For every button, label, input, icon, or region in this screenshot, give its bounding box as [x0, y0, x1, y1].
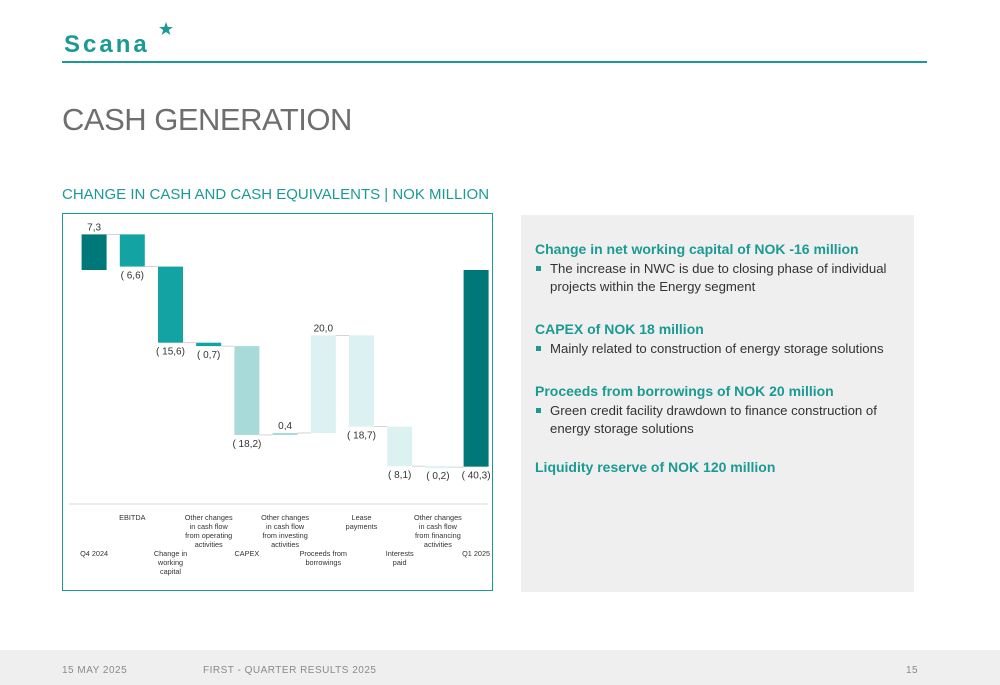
category-label: Interests paid: [385, 549, 414, 567]
chart-container: [62, 213, 493, 591]
bullet-icon: [536, 266, 541, 271]
nwc-bullet-text: The increase in NWC is due to closing phase of individual projects within the Energy segment: [550, 261, 887, 294]
footer-date: 15 MAY 2025: [62, 665, 128, 676]
data-label: ( 0,7): [197, 350, 221, 362]
waterfall-bar: [311, 335, 336, 433]
waterfall-bar: [82, 234, 107, 270]
category-label: EBITDA: [119, 513, 146, 522]
star-icon: [159, 22, 173, 35]
scana-logo: [64, 22, 184, 56]
category-label: Q1 2025: [462, 549, 491, 558]
waterfall-bar: [425, 466, 450, 468]
data-label: 7,3: [87, 222, 102, 234]
waterfall-bar: [120, 234, 145, 266]
category-label: Q4 2024: [80, 549, 109, 558]
capex-heading: CAPEX of NOK 18 million: [535, 321, 704, 337]
borrowings-bullet-text: Green credit facility drawdown to finance construction of energy storage solutions: [550, 403, 877, 436]
bullet-icon: [536, 346, 541, 351]
capex-bullet-text: Mainly related to construction of energy storage solutions: [550, 341, 884, 356]
waterfall-bar: [464, 270, 489, 467]
category-label: Change in working capital: [153, 549, 188, 576]
data-label: ( 0,2): [426, 471, 450, 483]
header-rule: [62, 61, 927, 63]
footer: [0, 650, 1000, 685]
category-label: Other changes in cash flow from financing activities: [413, 513, 462, 549]
liquidity-heading: Liquidity reserve of NOK 120 million: [535, 459, 776, 475]
chart-title: CHANGE IN CASH AND CASH EQUIVALENTS | NOK MILLION: [62, 186, 490, 203]
data-label: ( 15,6): [156, 346, 185, 358]
footer-report: FIRST - QUARTER RESULTS 2025: [203, 665, 377, 676]
borrowings-heading: Proceeds from borrowings of NOK 20 million: [535, 383, 834, 399]
nwc-heading: Change in net working capital of NOK -16 million: [535, 241, 859, 257]
waterfall-bar: [196, 343, 221, 346]
page-title: CASH GENERATION: [62, 102, 352, 137]
waterfall-chart: [63, 214, 494, 592]
category-label: CAPEX: [234, 549, 260, 558]
capex-bullet: [535, 340, 905, 358]
category-label: Proceeds from borrowings: [299, 549, 348, 567]
logo-wordmark: Scana: [64, 31, 150, 56]
page-number: 15: [906, 665, 919, 676]
waterfall-bar: [158, 267, 183, 343]
waterfall-bar: [387, 427, 412, 467]
commentary-panel: [521, 215, 914, 592]
data-label: ( 18,2): [232, 438, 262, 450]
waterfall-bar: [273, 433, 298, 435]
nwc-bullet: [535, 260, 905, 296]
data-label: ( 6,6): [120, 270, 144, 282]
waterfall-bar: [234, 346, 259, 435]
category-label: Other changes in cash flow from operating activities: [184, 513, 233, 549]
data-label: ( 8,1): [388, 470, 412, 482]
data-label: 0,4: [278, 420, 293, 432]
borrowings-bullet: [535, 402, 905, 438]
data-label: ( 18,7): [347, 430, 376, 442]
bullet-icon: [536, 408, 541, 413]
data-label: ( 40,3): [461, 470, 491, 482]
category-label: Other changes in cash flow from investing activities: [261, 513, 310, 549]
waterfall-bar: [349, 335, 374, 426]
data-label: 20,0: [313, 323, 334, 335]
category-label: Lease payments: [345, 513, 378, 531]
